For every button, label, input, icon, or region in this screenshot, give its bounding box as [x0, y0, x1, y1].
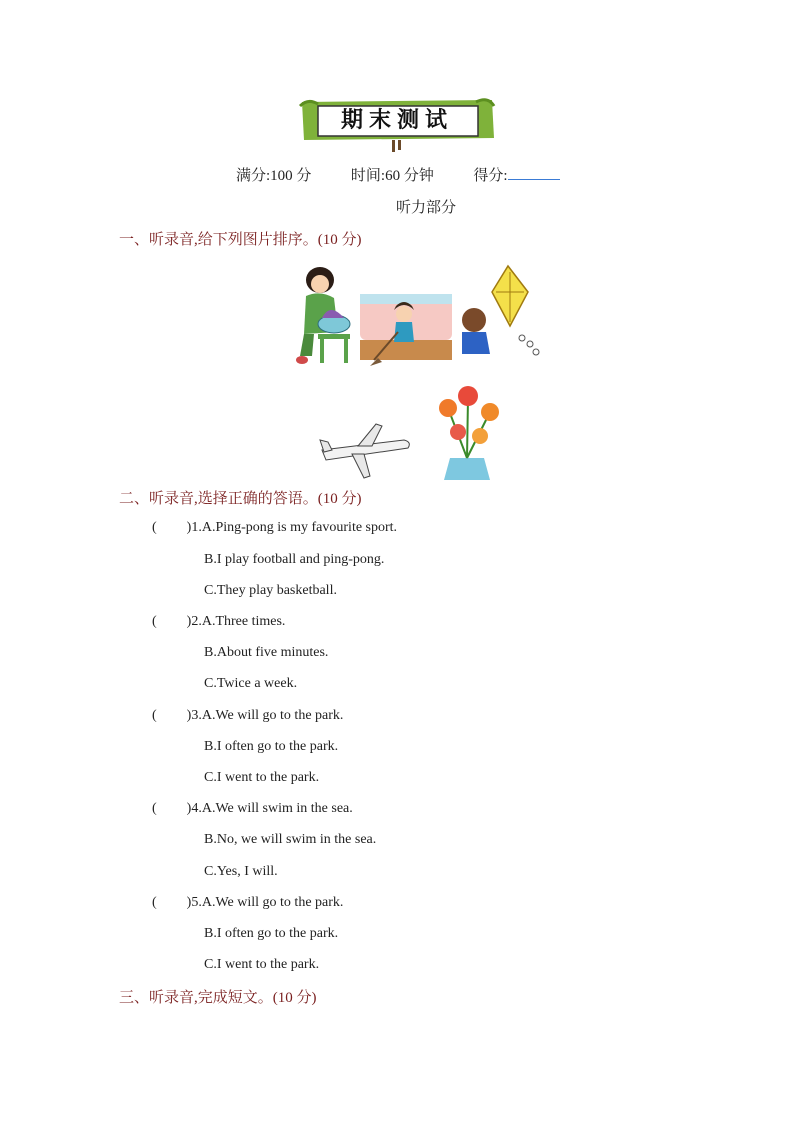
question-4-option-b: B.No, we will swim in the sea. [204, 832, 377, 847]
question-5-option-a: A.We will go to the park. [201, 895, 344, 910]
full-score-label: 满分:100 分 [236, 168, 312, 184]
time-label: 时间:60 分钟 [350, 168, 434, 184]
page-title: 期末测试 [340, 108, 453, 133]
question-3-answer-blank[interactable]: ( )3.A.We will go to the park. [152, 708, 344, 723]
question-5-option-b: B.I often go to the park. [204, 926, 339, 941]
flowers-picture [428, 378, 506, 482]
question-1-option-c: C.They play basketball. [204, 583, 337, 598]
question-5-answer-blank[interactable]: ( )5.A.We will go to the park. [152, 895, 344, 910]
section-2-heading: 二、听录音,选择正确的答语。(10 分) [119, 491, 362, 507]
question-1-option-b: B.I play football and ping-pong. [204, 552, 385, 567]
score-info-line [236, 164, 560, 185]
section-3-heading: 三、听录音,完成短文。(10 分) [119, 990, 317, 1006]
woman-washing-picture [290, 262, 354, 370]
question-2-answer-blank[interactable]: ( )2.A.Three times. [152, 614, 286, 629]
part-label: 听力部分 [396, 200, 457, 216]
question-3-option-a: A.We will go to the park. [201, 708, 344, 723]
question-4-option-c: C.Yes, I will. [204, 864, 278, 879]
question-4-option-a: A.We will swim in the sea. [201, 801, 353, 816]
score-blank[interactable] [508, 165, 560, 180]
airplane-picture [318, 420, 414, 482]
boy-kite-picture [456, 262, 542, 366]
score-label: 得分: [473, 168, 508, 184]
question-1-answer-blank[interactable]: ( )1.A.Ping-pong is my favourite sport. [152, 520, 398, 535]
question-2-option-c: C.Twice a week. [204, 676, 298, 691]
question-5-option-c: C.I went to the park. [204, 957, 320, 972]
question-3-option-b: B.I often go to the park. [204, 739, 339, 754]
girl-sweeping-picture [356, 290, 456, 370]
question-3-option-c: C.I went to the park. [204, 770, 320, 785]
question-2-option-a: A.Three times. [201, 614, 286, 629]
section-1-heading: 一、听录音,给下列图片排序。(10 分) [119, 232, 362, 248]
question-4-answer-blank[interactable]: ( )4.A.We will swim in the sea. [152, 801, 353, 816]
question-1-option-a: A.Ping-pong is my favourite sport. [201, 520, 398, 535]
question-2-option-b: B.About five minutes. [204, 645, 329, 660]
